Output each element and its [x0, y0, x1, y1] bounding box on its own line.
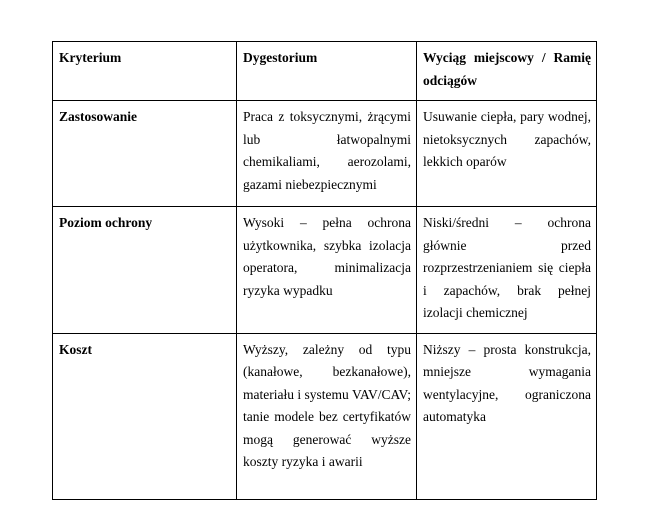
- row-local-extraction-cell: Niski/średni – ochrona głównie przed rozprzestrzenianiem się ciepła i zapachów, brak pełnej izolacji chemicznej: [417, 207, 597, 334]
- comparison-table: [52, 41, 597, 500]
- header-fume-hood: Dygestorium: [237, 42, 417, 101]
- row-criterion: Poziom ochrony: [53, 207, 237, 334]
- table-header-row: [53, 42, 597, 101]
- header-local-extraction: Wyciąg miejscowy / Ramię odciągów: [417, 42, 597, 101]
- row-local-extraction-cell: Usuwanie ciepła, pary wodnej, nietoksycznych zapachów, lekkich oparów: [417, 101, 597, 207]
- table-row: [53, 333, 597, 499]
- header-criterion: Kryterium: [53, 42, 237, 101]
- table-row: [53, 207, 597, 334]
- table-row: [53, 101, 597, 207]
- row-local-extraction-cell: Niższy – prosta konstrukcja, mniejsze wymagania wentylacyjne, ograniczona automatyka: [417, 333, 597, 499]
- row-fume-hood-cell: Praca z toksycznymi, żrącymi lub łatwopalnymi chemikaliami, aerozolami, gazami niebezpiecznymi: [237, 101, 417, 207]
- row-criterion: Zastosowanie: [53, 101, 237, 207]
- row-fume-hood-cell: Wyższy, zależny od typu (kanałowe, bezkanałowe), materiału i systemu VAV/CAV; tanie modele bez certyfikatów mogą generować wyższe koszty ryzyka i awarii: [237, 333, 417, 499]
- row-fume-hood-cell: Wysoki – pełna ochrona użytkownika, szybka izolacja operatora, minimalizacja ryzyka wypadku: [237, 207, 417, 334]
- row-criterion: Koszt: [53, 333, 237, 499]
